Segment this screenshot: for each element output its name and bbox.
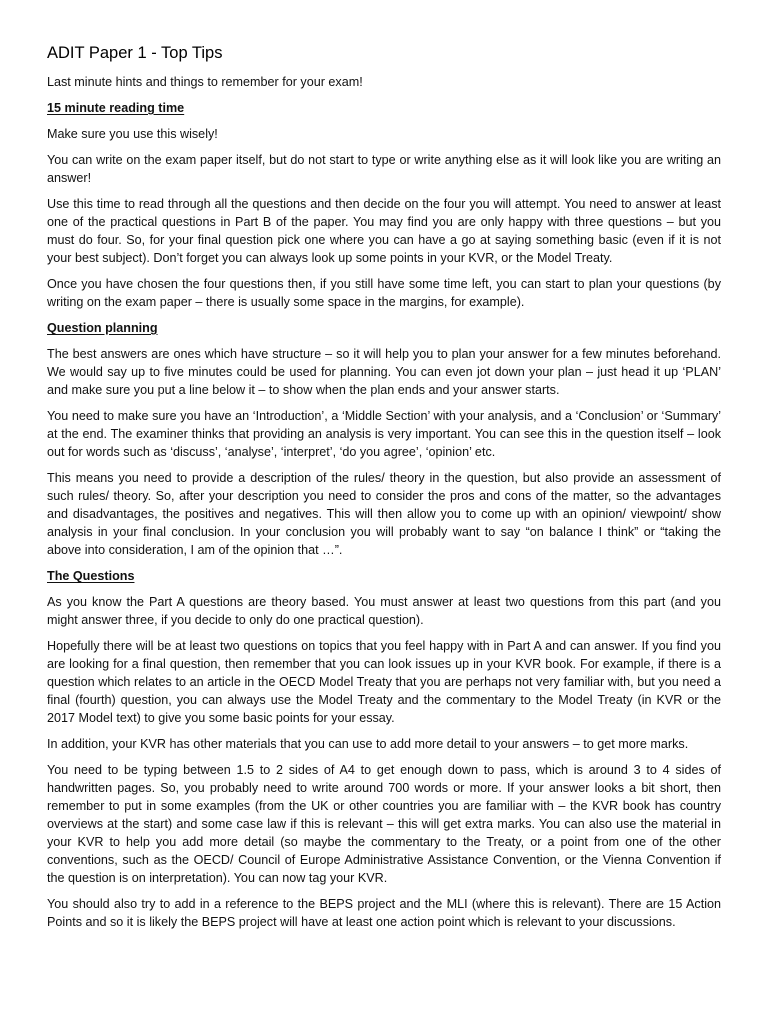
section-heading-the-questions: The Questions — [47, 569, 135, 583]
paragraph: As you know the Part A questions are theory based. You must answer at least two questions from this part (and you might answer three, if you decide to only do one practical question). — [47, 595, 721, 627]
document-title: ADIT Paper 1 - Top Tips — [47, 44, 223, 62]
intro-paragraph: Last minute hints and things to remember for your exam! — [47, 75, 363, 89]
paragraph: You need to be typing between 1.5 to 2 sides of A4 to get enough down to pass, which is around 3 to 4 sides of handwritten pages. So, you probably need to write around 700 words or more. If your answer looks a bit short, then remember to put in some examples (from the UK or other countries you are familiar with – the KVR book has country overviews at the start) and some case law if this is relevant – this will get extra marks. You can also use the material in your KVR to help you add more detail (so maybe the commentary to the Treaty, or a point from one of the other conventions, such as the OECD/ Council of Europe Administrative Assistance Convention, or the Vienna Convention if the question is on interpretation). You can now tag your KVR. — [47, 763, 721, 885]
paragraph: This means you need to provide a description of the rules/ theory in the question, but also provide an assessment of such rules/ theory. So, after your description you need to consider the pros and cons of the matter, so the advantages and disadvantages, the positives and negatives. This will then allow you to come up with an opinion/ viewpoint/ show analysis in your final conclusion. In your conclusion you will probably want to say “on balance I think” or “taking the above into consideration, I am of the opinion that …”. — [47, 471, 721, 557]
section-the-questions — [47, 567, 721, 931]
paragraph: Make sure you use this wisely! — [47, 127, 218, 141]
paragraph: The best answers are ones which have structure – so it will help you to plan your answer for a few minutes beforehand. We would say up to five minutes could be used for planning. You can even jot down your plan – just head it up ‘PLAN’ and make sure you put a line below it – to show when the plan ends and your answer starts. — [47, 347, 721, 397]
paragraph: You should also try to add in a reference to the BEPS project and the MLI (where this is relevant). There are 15 Action Points and so it is likely the BEPS project will have at least one action point which is relevant to your discussions. — [47, 897, 721, 929]
paragraph: You need to make sure you have an ‘Introduction’, a ‘Middle Section’ with your analysis, and a ‘Conclusion’ or ‘Summary’ at the end. The examiner thinks that providing an analysis is very important. You can see this in the question itself – look out for words such as ‘discuss’, ‘analyse’, ‘interpret’, ‘do you agree’, ‘opinion’ etc. — [47, 409, 721, 459]
paragraph: Once you have chosen the four questions then, if you still have some time left, you can start to plan your questions (by writing on the exam paper – there is usually some space in the margins, for example). — [47, 277, 721, 309]
section-reading-time — [47, 99, 721, 311]
section-heading-reading-time: 15 minute reading time — [47, 101, 185, 115]
section-question-planning — [47, 319, 721, 559]
paragraph: You can write on the exam paper itself, but do not start to type or write anything else as it will look like you are writing an answer! — [47, 153, 721, 185]
section-heading-question-planning: Question planning — [47, 321, 158, 335]
paragraph: In addition, your KVR has other materials that you can use to add more detail to your answers – to get more marks. — [47, 737, 689, 751]
paragraph: Use this time to read through all the questions and then decide on the four you will attempt. You need to answer at least one of the practical questions in Part B of the paper. You may find you are only happy with three questions – but you must do four. So, for your final question pick one where you can have a go at saying something basic (even if it is not your best subject). Don’t forget you can always look up some points in your KVR, or the Model Treaty. — [47, 197, 721, 265]
document-page — [47, 42, 721, 939]
paragraph: Hopefully there will be at least two questions on topics that you feel happy with in Part A and can answer. If you find you are looking for a final question, then remember that you can look issues up in your KVR book. For example, if there is a question which relates to an article in the OECD Model Treaty that you are perhaps not very familiar with, but you need a final (fourth) question, you can always use the Model Treaty and the commentary to the Model Treaty (in KVR or the 2017 Model text) to give you some basic points for your essay. — [47, 639, 721, 725]
